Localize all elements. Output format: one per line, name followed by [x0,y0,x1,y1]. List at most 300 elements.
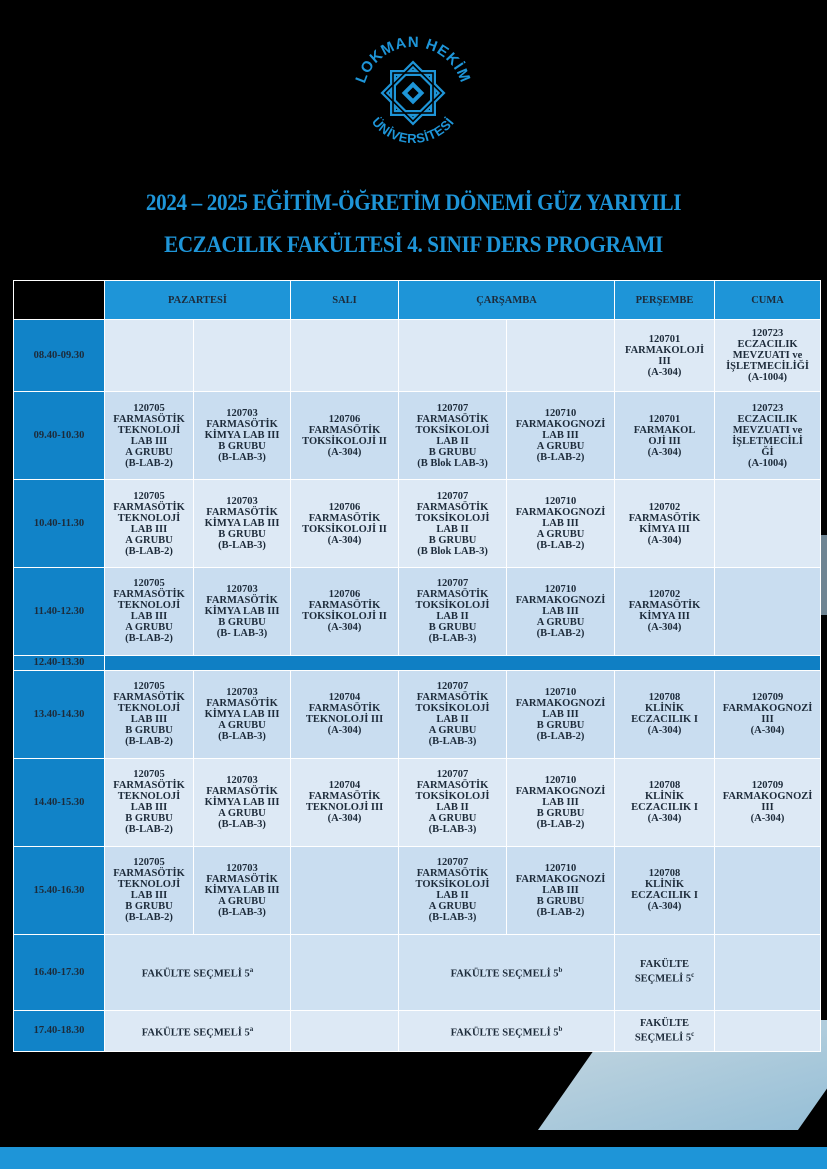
course-text-line: KİMYA LAB III [204,796,280,808]
course-text-line: (B-LAB-3) [218,730,266,742]
course-text-line: FARMASÖTİK [308,703,381,715]
course-code: 120704 [328,780,361,792]
course-text-line: (A-304) [327,534,362,546]
course-text-line: KİMYA LAB III [204,518,280,529]
course-cell [615,480,715,568]
course-text-line: LAB III [542,518,579,529]
elective-label: FAKÜLTE [640,1018,690,1029]
course-text-line: FARMASÖTİK [416,413,489,425]
course-cell [715,392,821,480]
course-text-line: (B-LAB-3) [428,736,477,748]
svg-text:ÜNİVERSİTESİ: ÜNİVERSİTESİ [368,114,457,147]
course-text-line: FARMAKOGNOZİ [515,697,606,709]
lunch-row [14,655,821,670]
corner-cell [14,281,105,320]
course-code: 120705 [133,402,165,414]
course-code: 120710 [544,583,577,595]
course-cell [399,671,507,759]
course-text-line: (B-LAB-2) [125,633,173,645]
course-text-line: (A-304) [647,622,682,634]
course-text-line: TOKSİKOLOJİ II [302,611,387,623]
elective-cell [615,934,715,1010]
elective-footnote: c [691,971,695,980]
course-cell [715,758,821,846]
course-text-line: A GRUBU [218,895,266,907]
course-text-line: FARMASÖTİK [113,692,185,704]
course-text-line: KİMYA LAB III [204,708,280,720]
lunch-break-bar [105,655,821,670]
course-cell [507,846,615,934]
elective-label: FAKÜLTE SEÇMELİ 5 [450,968,559,980]
course-cell [291,671,399,759]
course-cell [507,567,615,655]
course-text-line: LAB III [542,605,579,617]
course-text-line: A GRUBU [536,441,585,453]
course-text-line: TOKSİKOLOJİ II [302,523,387,535]
course-text-line: (B-LAB-2) [536,730,585,742]
course-code: 120705 [133,857,165,869]
course-text-line: FARMAKOL [633,424,696,436]
course-text-line: (B-LAB-2) [125,736,173,748]
course-text-line: B GRUBU [125,901,173,913]
course-text-line: (A-304) [647,813,682,825]
course-text-line: B GRUBU [428,622,477,634]
course-text-line: FARMAKOGNOZİ [515,419,606,431]
course-text-line: (B-LAB-3) [428,912,477,924]
course-cell [291,392,399,480]
course-code: 120707 [436,578,469,590]
course-code: 120710 [544,862,577,874]
course-code: 120701 [648,413,681,425]
empty-cell [715,1010,821,1051]
course-cell [194,846,291,934]
course-text-line: TEKNOLOJİ [117,512,181,524]
elective-cell [105,1010,291,1051]
course-text-line: A GRUBU [125,534,173,546]
elective-footnote: b [558,965,563,974]
svg-text:LOKMAN HEKİM: LOKMAN HEKİM [352,33,474,86]
course-text-line: FARMASÖTİK [113,868,185,880]
course-text-line: FARMASÖTİK [416,780,489,792]
table-row [14,567,821,655]
day-header-tuesday: SALI [291,281,399,320]
schedule-table [13,280,821,1052]
empty-cell [715,567,821,655]
course-text-line: FARMASÖTİK [308,600,381,612]
course-text-line: A GRUBU [428,901,477,913]
elective-cell [399,1010,615,1051]
course-code: 120707 [436,769,469,781]
course-code: 120708 [648,780,681,792]
course-code: 120707 [436,681,469,693]
course-text-line: B GRUBU [428,446,477,458]
course-cell [399,846,507,934]
course-text-line: FARMASÖTİK [416,868,489,880]
course-text-line: İŞLETMECİLİ [732,435,803,447]
course-text-line: FARMASÖTİK [206,419,278,431]
course-text-line: TOKSİKOLOJİ [415,791,490,803]
course-text-line: LAB II [436,802,469,814]
course-text-line: KİMYA LAB III [204,605,280,617]
course-text-line: FARMASÖTİK [308,791,381,803]
course-cell [615,671,715,759]
course-text-line: LAB III [130,890,168,902]
course-text-line: LAB III [542,430,579,442]
course-text-line: LAB III [130,714,168,726]
course-cell [399,480,507,568]
elective-label: FAKÜLTE SEÇMELİ 5 [141,968,250,980]
elective-footnote: c [691,1030,695,1038]
course-code: 120705 [133,681,165,693]
table-row [14,671,821,759]
course-text-line: TEKNOLOJİ [117,703,181,715]
elective-cell [615,1010,715,1051]
course-text-line: İŞLETMECİLİĞİ [726,361,809,373]
course-code: 120707 [436,857,469,869]
course-text-line: FARMAKOGNOZİ [722,791,813,803]
course-text-line: A GRUBU [536,529,585,540]
course-cell [615,567,715,655]
course-text-line: LAB III [130,435,168,447]
course-text-line: FARMASÖTİK [416,501,489,513]
course-code: 120706 [328,413,361,425]
course-code: 120705 [133,769,165,781]
course-text-line: B GRUBU [428,534,477,546]
course-cell [105,567,194,655]
course-cell [194,567,291,655]
course-text-line: (A-304) [327,446,362,458]
course-text-line: FARMASÖTİK [416,692,489,704]
time-slot: 10.40-11.30 [14,480,105,568]
course-text-line: LAB II [436,714,469,726]
course-text-line: LAB II [436,523,469,535]
course-text-line: (B-LAB-3) [428,824,477,836]
course-text-line: B GRUBU [218,441,266,453]
course-text-line: B GRUBU [536,807,585,819]
course-text-line: (B-LAB-3) [218,452,266,464]
course-text-line: FARMASÖTİK [113,413,185,425]
time-slot: 08.40-09.30 [14,320,105,392]
course-cell [715,671,821,759]
course-text-line: FARMASÖTİK [308,424,381,436]
day-header-thursday: PERŞEMBE [615,281,715,320]
course-text-line: (B-LAB-2) [125,824,173,836]
elective-label: FAKÜLTE SEÇMELİ 5 [450,1027,559,1038]
empty-cell [291,320,399,392]
course-text-line: KİMYA LAB III [204,884,280,896]
course-text-line: LAB II [436,435,469,447]
course-cell [399,567,507,655]
course-text-line: TOKSİKOLOJİ [415,424,490,436]
course-text-line: B GRUBU [125,725,173,737]
course-cell [507,392,615,480]
table-row [14,758,821,846]
course-text-line: (B-LAB-2) [536,627,585,639]
course-text-line: A GRUBU [536,616,585,628]
course-text-line: KİMYA III [639,611,690,623]
empty-cell [715,846,821,934]
course-code: 120709 [751,692,784,704]
course-cell [615,758,715,846]
course-code: 120710 [544,408,577,420]
course-cell [615,392,715,480]
empty-cell [291,934,399,1010]
course-text-line: TOKSİKOLOJİ [415,600,490,612]
table-row [14,934,821,1010]
course-text-line: FARMASÖTİK [113,589,185,601]
page-title-line-2: ECZACILIK FAKÜLTESİ 4. SINIF DERS PROGRAMI [164,232,663,257]
table-row [14,392,821,480]
course-cell [291,480,399,568]
course-code: 120703 [226,774,258,786]
course-text-line: OJİ III [648,435,681,447]
course-text-line: ECZACILIK [737,339,798,351]
course-code: 120705 [133,578,165,590]
course-text-line: (A-304) [750,813,785,825]
course-cell [105,480,194,568]
course-text-line: FARMASÖTİK [628,512,701,524]
course-text-line: MEVZUATI ve [732,424,803,436]
course-text-line: LAB III [542,708,579,720]
course-code: 120703 [226,862,258,874]
empty-cell [194,320,291,392]
course-cell [194,758,291,846]
course-text-line: B GRUBU [125,813,173,825]
course-text-line: LAB III [130,523,168,535]
course-code: 120709 [751,780,784,792]
elective-label: SEÇMELİ 5 [634,1032,692,1044]
elective-label: SEÇMELİ 5 [634,973,692,985]
course-cell [615,846,715,934]
empty-cell [399,320,507,392]
course-text-line: (A-304) [327,622,362,634]
elective-label: FAKÜLTE SEÇMELİ 5 [141,1027,250,1038]
course-text-line: FARMASÖTİK [206,873,278,885]
course-text-line: KLİNİK [644,791,685,803]
course-text-line: FARMAKOGNOZİ [515,785,606,797]
course-text-line: (B-LAB-2) [536,906,585,918]
course-text-line: FARMAKOLOJİ [624,344,705,356]
course-code: 120707 [436,402,469,414]
time-slot: 14.40-15.30 [14,758,105,846]
course-text-line: III [761,802,774,814]
course-text-line: FARMASÖTİK [206,785,278,797]
empty-cell [715,934,821,1010]
time-slot: 09.40-10.30 [14,392,105,480]
course-text-line: FARMASÖTİK [113,501,185,513]
empty-cell [507,320,615,392]
course-text-line: FARMAKOGNOZİ [515,507,606,518]
course-text-line: (B-LAB-2) [536,452,585,464]
course-text-line: A GRUBU [218,719,266,731]
course-code: 120705 [133,490,165,502]
course-text-line: FARMAKOGNOZİ [515,873,606,885]
table-row [14,846,821,934]
course-text-line: ECZACILIK I [631,890,698,902]
course-cell [194,480,291,568]
course-cell [399,758,507,846]
course-text-line: (B- LAB-3) [216,627,268,639]
course-cell [194,392,291,480]
course-code: 120708 [648,868,681,880]
course-code: 120703 [226,496,258,507]
course-text-line: A GRUBU [125,446,173,458]
course-code: 120723 [751,328,784,340]
course-text-line: FARMASÖTİK [206,507,278,518]
course-text-line: (A-304) [647,725,682,737]
course-cell [105,392,194,480]
empty-cell [105,320,194,392]
day-header-wednesday: ÇARŞAMBA [399,281,615,320]
course-text-line: (A-1004) [747,372,788,384]
course-text-line: (A-304) [647,534,682,546]
course-code: 120702 [648,589,681,601]
course-text-line: FARMASÖTİK [628,600,701,612]
course-code: 120703 [226,583,258,595]
footer-bar [0,1147,827,1169]
course-text-line: TEKNOLOJİ [117,424,181,436]
course-text-line: LAB III [542,884,579,896]
course-text-line: A GRUBU [125,622,173,634]
course-code: 120710 [544,496,577,507]
course-code: 120706 [328,589,361,601]
course-text-line: (B-LAB-3) [428,633,477,645]
course-text-line: KLİNİK [644,879,685,891]
course-text-line: LAB II [436,611,469,623]
university-logo [345,25,481,161]
course-text-line: III [658,355,671,367]
course-text-line: (A-304) [750,725,785,737]
course-cell [615,320,715,392]
course-text-line: (B-LAB-3) [218,540,266,551]
course-text-line: FARMAKOGNOZİ [722,703,813,715]
course-text-line: (B-LAB-2) [536,818,585,830]
table-row [14,480,821,568]
course-text-line: LAB III [130,611,168,623]
course-code: 120706 [328,501,361,513]
course-text-line: ECZACILIK [737,413,798,425]
course-text-line: B GRUBU [536,719,585,731]
course-text-line: TEKNOLOJİ III [305,714,384,726]
course-text-line: KİMYA III [639,523,690,535]
course-code: 120703 [226,408,258,420]
course-code: 120723 [751,402,784,414]
course-text-line: KLİNİK [644,703,685,715]
course-text-line: LAB III [542,796,579,808]
course-text-line: B GRUBU [218,616,266,628]
course-cell [105,671,194,759]
course-cell [291,567,399,655]
course-cell [105,758,194,846]
course-code: 120702 [648,501,681,513]
course-code: 120704 [328,692,361,704]
course-text-line: A GRUBU [428,725,477,737]
course-text-line: (A-304) [647,366,682,378]
course-text-line: MEVZUATI ve [732,350,803,362]
day-header-friday: CUMA [715,281,821,320]
course-cell [105,846,194,934]
course-text-line: FARMASÖTİK [206,697,278,709]
elective-cell [399,934,615,1010]
course-text-line: TOKSİKOLOJİ [415,879,490,891]
course-text-line: (B Blok LAB-3) [417,545,488,557]
time-slot: 17.40-18.30 [14,1010,105,1051]
time-slot: 16.40-17.30 [14,934,105,1010]
course-text-line: FARMASÖTİK [206,594,278,606]
time-slot: 13.40-14.30 [14,671,105,759]
course-text-line: TEKNOLOJİ [117,791,181,803]
course-text-line: TEKNOLOJİ [117,879,181,891]
elective-label: FAKÜLTE [640,959,690,971]
course-text-line: FARMASÖTİK [308,512,381,524]
course-text-line: FARMASÖTİK [113,780,185,792]
course-code: 120703 [226,686,258,698]
empty-cell [291,846,399,934]
course-text-line: (A-1004) [747,457,788,469]
course-text-line: (B-LAB-3) [218,818,266,830]
course-text-line: (A-304) [647,446,682,458]
course-text-line: TOKSİKOLOJİ II [302,435,387,447]
course-text-line: FARMAKOGNOZİ [515,594,606,606]
course-text-line: III [761,714,774,726]
course-text-line: (B-LAB-2) [125,545,173,557]
course-text-line: TEKNOLOJİ [117,600,181,612]
course-code: 120710 [544,774,577,786]
course-text-line: (A-304) [327,813,362,825]
course-text-line: B GRUBU [536,895,585,907]
course-text-line: LAB II [436,890,469,902]
course-code: 120707 [436,490,469,502]
course-code: 120710 [544,686,577,698]
course-text-line: B GRUBU [218,529,266,540]
elective-cell [105,934,291,1010]
course-cell [507,480,615,568]
course-cell [715,320,821,392]
course-text-line: (A-304) [647,901,682,913]
course-text-line: FARMASÖTİK [416,589,489,601]
time-slot: 15.40-16.30 [14,846,105,934]
page-title-line-1: 2024 – 2025 EĞİTİM-ÖĞRETİM DÖNEMİ GÜZ YARIYILI [145,190,682,215]
course-text-line: TOKSİKOLOJİ [415,703,490,715]
elective-footnote: a [249,1024,254,1033]
table-row [14,320,821,392]
course-text-line: (B-LAB-2) [125,457,173,469]
elective-footnote: a [249,965,254,974]
day-header-monday: PAZARTESİ [105,281,291,320]
course-text-line: A GRUBU [428,813,477,825]
table-row [14,1010,821,1051]
course-code: 120701 [648,333,681,345]
course-code: 120708 [648,692,681,704]
empty-cell [715,480,821,568]
course-text-line: LAB III [130,802,168,814]
course-cell [507,758,615,846]
header-row [14,281,821,320]
empty-cell [291,1010,399,1051]
course-cell [194,671,291,759]
course-cell [399,392,507,480]
course-text-line: ECZACILIK I [631,714,698,726]
course-text-line: A GRUBU [218,807,266,819]
course-text-line: (A-304) [327,725,362,737]
course-text-line: (B-LAB-2) [125,912,173,924]
elective-footnote: b [558,1024,563,1033]
course-text-line: ECZACILIK I [631,802,698,814]
course-text-line: KİMYA LAB III [204,430,280,442]
time-slot: 11.40-12.30 [14,567,105,655]
course-text-line: TEKNOLOJİ III [305,802,384,814]
course-text-line: (B Blok LAB-3) [417,457,488,469]
